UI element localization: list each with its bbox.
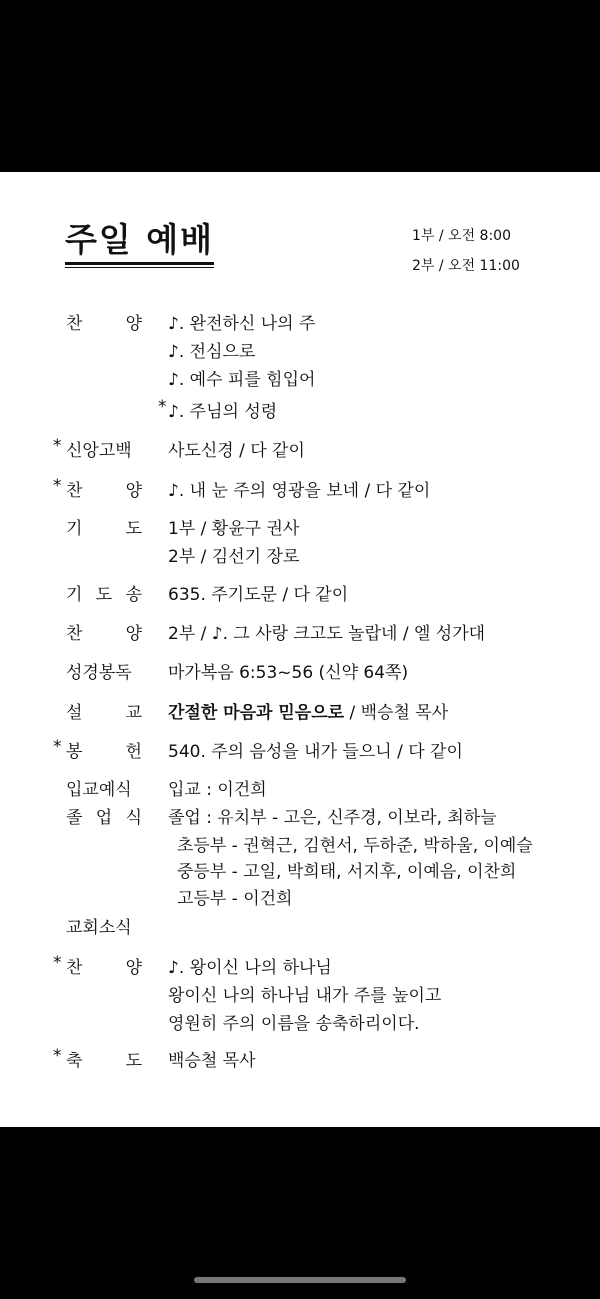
stand-marker: * [158,397,167,417]
service-time-1: 1부 / 오전 8:00 [412,228,511,244]
item-value: 백승철 목사 [168,1051,256,1071]
item-value: 입교 : 이건희 [168,780,267,800]
item-value: ♪. 주님의 성령 [168,402,278,422]
stand-marker: * [53,436,62,456]
preacher: / 백승철 목사 [344,703,449,723]
item-label: 찬 양 [66,958,142,978]
page-title: 주일 예배 [65,220,214,265]
item-label: 기 도 송 [66,585,142,605]
item-value: 마가복음 6:53~56 (신약 64쪽) [168,663,409,683]
service-time-2: 2부 / 오전 11:00 [412,258,520,274]
item-label: 설 교 [66,703,142,723]
item-value: 사도신경 / 다 같이 [168,441,305,461]
item-label: 찬 양 [66,481,142,501]
item-label: 신앙고백 [66,441,132,461]
item-label: 교회소식 [66,918,132,938]
item-value: ♪. 완전하신 나의 주 ♪. 전심으로 ♪. 예수 피를 힘입어 [168,314,316,390]
item-value: 635. 주기도문 / 다 같이 [168,585,349,605]
stand-marker: * [53,737,62,757]
item-label: 성경봉독 [66,663,132,683]
stand-marker: * [53,476,62,496]
item-value: 졸업 : 유치부 - 고은, 신주경, 이보라, 최하늘 [168,808,497,828]
item-label: 봉 헌 [66,742,142,762]
item-value: ♪. 내 눈 주의 영광을 보네 / 다 같이 [168,481,431,501]
item-label: 축 도 [66,1051,142,1071]
graduation-middle: 중등부 - 고일, 박희태, 서지후, 이예음, 이찬희 [177,862,517,882]
item-label: 기 도 [66,519,142,539]
stand-marker: * [53,953,62,973]
stand-marker: * [53,1046,62,1066]
graduation-elementary: 초등부 - 권혁근, 김현서, 두하준, 박하울, 이예슬 [177,836,533,856]
item-label: 찬 양 [66,624,142,644]
item-label: 졸 업 식 [66,808,142,828]
item-value: 540. 주의 음성을 내가 들으니 / 다 같이 [168,742,463,762]
item-label: 입교예식 [66,780,132,800]
service-times [412,221,520,281]
graduation-high: 고등부 - 이건희 [177,889,293,909]
bulletin-page [0,172,600,1127]
home-indicator[interactable] [194,1277,406,1283]
sermon-title: 간절한 마음과 믿음으로 [168,703,345,723]
item-value: 2부 / ♪. 그 사랑 크고도 놀랍네 / 엘 성가대 [168,624,486,644]
item-value [168,698,448,723]
item-label: 찬 양 [66,314,142,334]
item-value: ♪. 왕이신 나의 하나님 왕이신 나의 하나님 내가 주를 높이고 영원히 주의 이름을 송축하리이다. [168,958,442,1034]
item-value: 1부 / 황윤구 권사 2부 / 김선기 장로 [168,519,300,567]
